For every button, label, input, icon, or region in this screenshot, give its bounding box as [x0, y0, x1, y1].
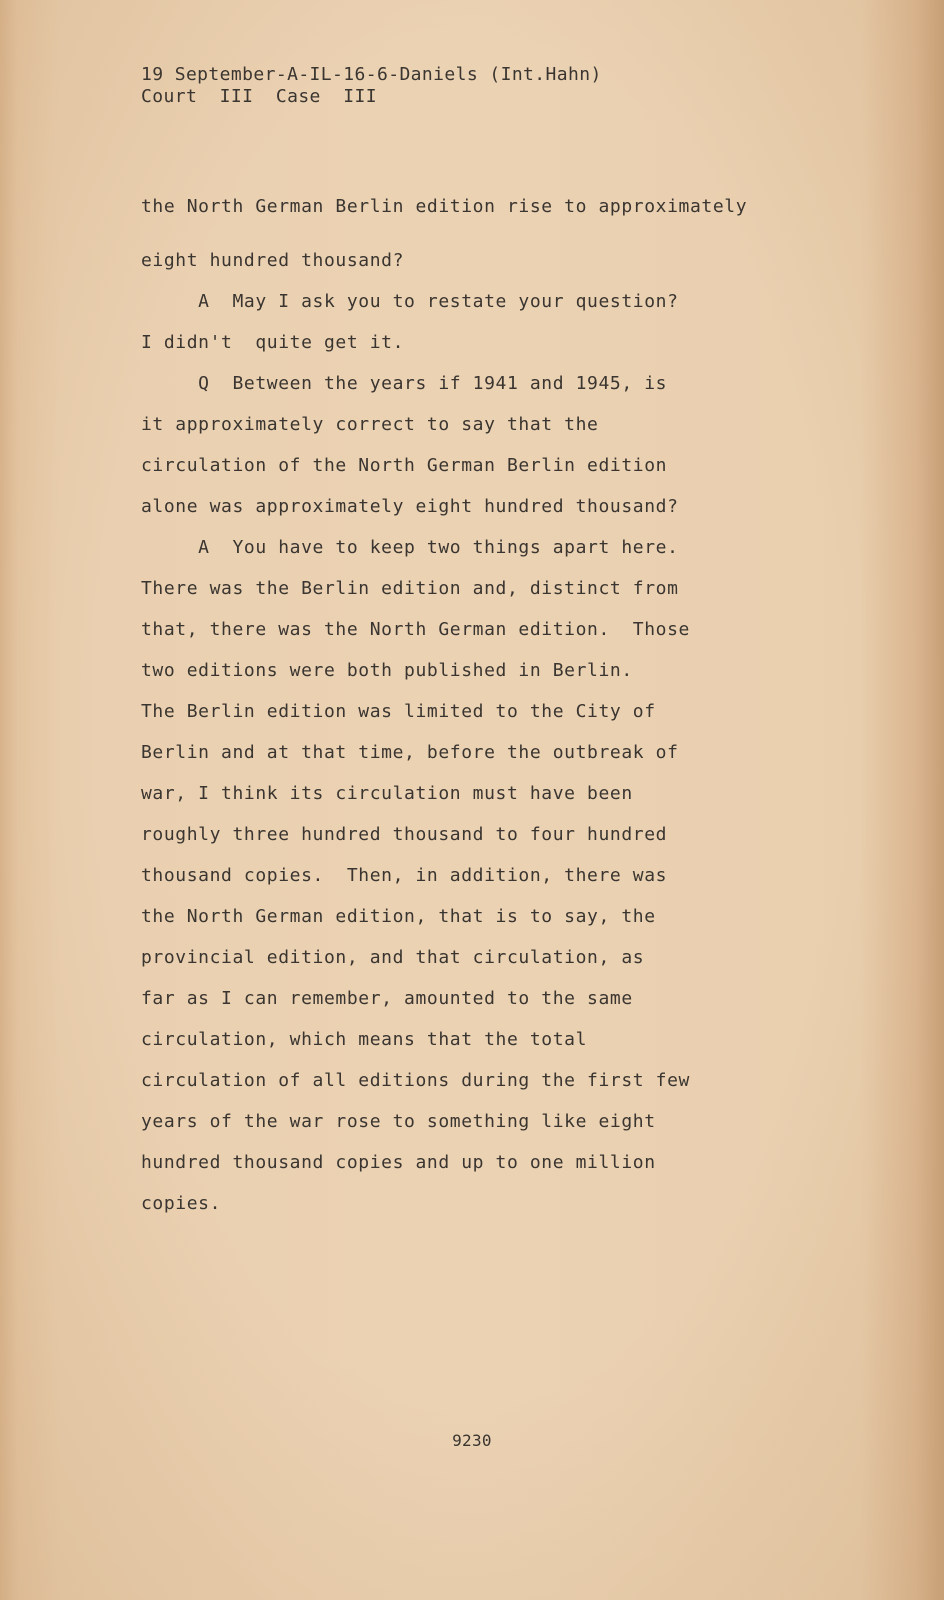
document-header — [141, 64, 841, 108]
text-line: it approximately correct to say that the — [141, 414, 599, 435]
text-line: the North German edition, that is to say, the — [141, 906, 656, 927]
text-line: far as I can remember, amounted to the same — [141, 988, 633, 1009]
text-line: circulation of all editions during the first few — [141, 1070, 690, 1091]
text-line: circulation of the North German Berlin edition — [141, 455, 668, 476]
text-line: circulation, which means that the total — [141, 1029, 588, 1050]
text-line: two editions were both published in Berlin. — [141, 660, 633, 681]
text-line: A You have to keep two things apart here. — [141, 537, 679, 558]
text-line: thousand copies. Then, in addition, there was — [141, 865, 668, 886]
text-line: hundred thousand copies and up to one million — [141, 1152, 656, 1173]
text-line: copies. — [141, 1193, 222, 1214]
text-line: A May I ask you to restate your question? — [141, 291, 679, 312]
text-line: Berlin and at that time, before the outbreak of — [141, 742, 679, 763]
text-line: the North German Berlin edition rise to approximately — [141, 196, 748, 217]
text-line: Q Between the years if 1941 and 1945, is — [141, 373, 668, 394]
text-line: I didn't quite get it. — [141, 332, 405, 353]
page-number: 9230 — [452, 1431, 492, 1450]
text-line: years of the war rose to something like eight — [141, 1111, 656, 1132]
text-line: roughly three hundred thousand to four hundred — [141, 824, 668, 845]
text-line: provincial edition, and that circulation, as — [141, 947, 645, 968]
text-line: that, there was the North German edition. Those — [141, 619, 690, 640]
text-line: The Berlin edition was limited to the City of — [141, 701, 656, 722]
text-line: eight hundred thousand? — [141, 250, 405, 271]
text-line: war, I think its circulation must have been — [141, 783, 633, 804]
header-line-2: Court III Case III — [141, 86, 377, 107]
text-line: There was the Berlin edition and, distinct from — [141, 578, 679, 599]
header-line-1: 19 September-A-IL-16-6-Daniels (Int.Hahn) — [141, 64, 602, 85]
text-line: alone was approximately eight hundred thousand? — [141, 496, 679, 517]
